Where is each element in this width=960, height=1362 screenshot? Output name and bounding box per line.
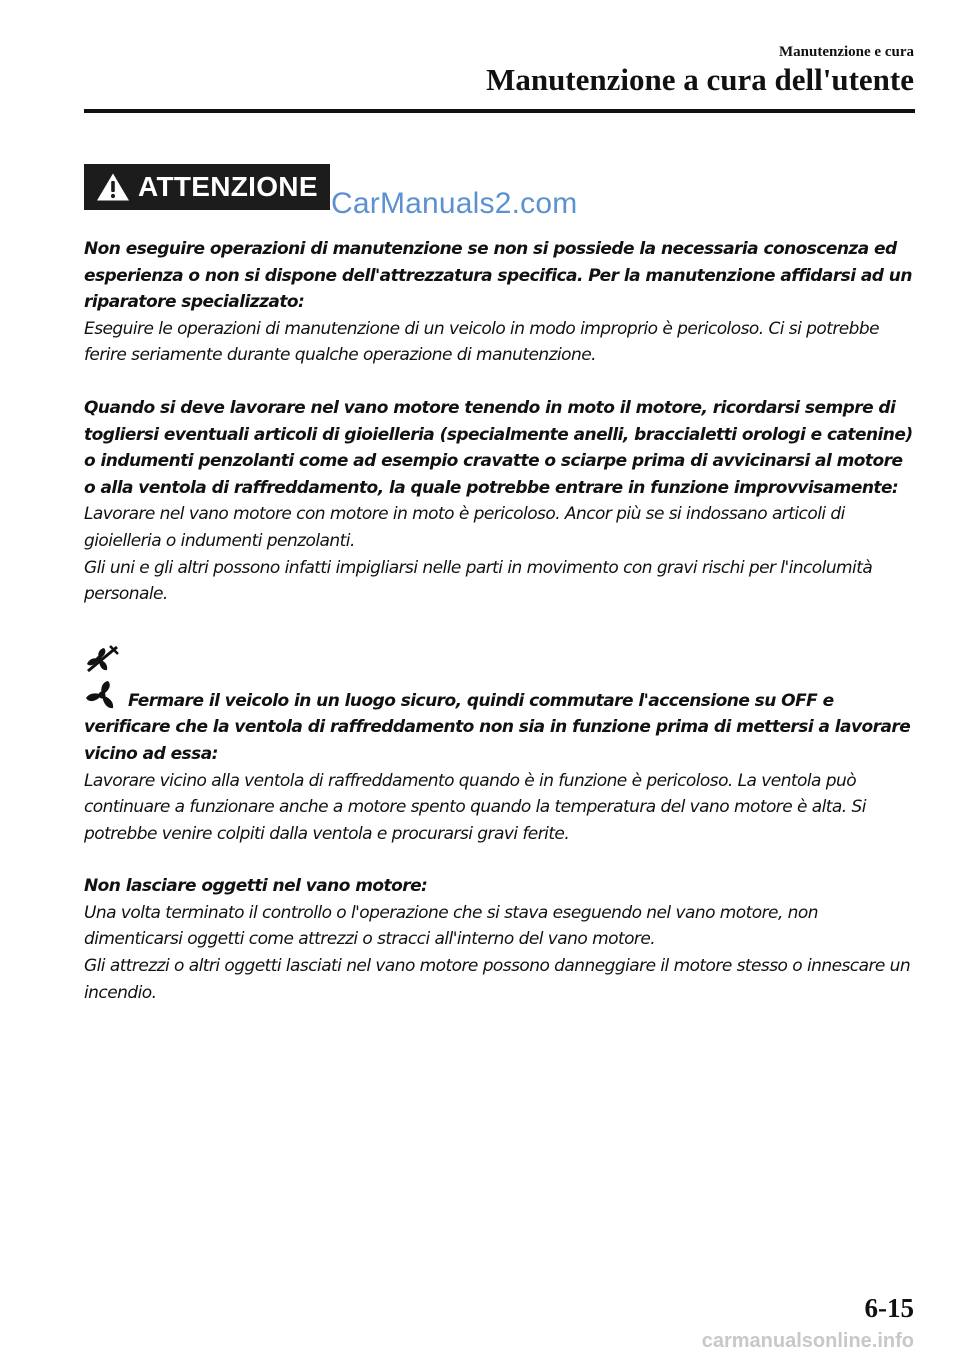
warning-content bbox=[84, 236, 916, 1006]
warning3-heading: Fermare il veicolo in un luogo sicuro, quindi commutare l'accensione su OFF e verificare che la ventola di raffreddamento non sia in funzione prima di mettersi a lavorare vicino ad essa: bbox=[84, 690, 911, 764]
header-rule bbox=[84, 109, 915, 113]
fan-icon bbox=[84, 680, 120, 710]
fan-crossed-icon bbox=[84, 644, 120, 674]
warning3-body: Lavorare vicino alla ventola di raffreddamento quando è in funzione è pericoloso. La ventola può continuare a funzionare anche a motore spento quando la temperatura del vano motore è alta. Si potrebbe venire colpiti dalla ventola e procurarsi gravi ferite. bbox=[84, 770, 866, 844]
warning4-heading: Non lasciare oggetti nel vano motore: bbox=[84, 876, 428, 897]
warning-label: ATTENZIONE bbox=[138, 171, 318, 202]
watermark-carmanuals2: CarManuals2.com bbox=[331, 187, 578, 220]
running-header-section: Manutenzione e cura bbox=[779, 44, 914, 60]
running-header-title: Manutenzione a cura dell'utente bbox=[486, 62, 914, 97]
warning-triangle-icon bbox=[96, 172, 130, 202]
warning4-body2: Gli attrezzi o altri oggetti lasciati nel vano motore possono danneggiare il motore stesso o innescare un incendio. bbox=[84, 956, 911, 1003]
warning3-heading-line bbox=[84, 680, 916, 768]
warning2-heading: Quando si deve lavorare nel vano motore tenendo in moto il motore, ricordarsi sempre di togliersi eventuali articoli di gioielleria (specialmente anelli, braccialetti orologi e catenine) o indumenti penzolanti come ad esempio cravatte o sciarpe prima di avvicinarsi al motore o alla ventola di raffreddamento, la quale potrebbe entrare in funzione improvvisamente: bbox=[84, 397, 913, 498]
warning1-body: Eseguire le operazioni di manutenzione di un veicolo in modo improprio è pericoloso. Ci si potrebbe ferire seriamente durante qualche operazione di manutenzione. bbox=[84, 318, 880, 366]
warning2-body1: Lavorare nel vano motore con motore in moto è pericoloso. Ancor più se si indossano articoli di gioielleria o indumenti penzolanti. bbox=[84, 504, 845, 551]
warning2-body2: Gli uni e gli altri possono infatti impigliarsi nelle parti in movimento con gravi rischi per l'incolumità personale. bbox=[84, 557, 873, 605]
warning4-body1: Una volta terminato il controllo o l'operazione che si stava eseguendo nel vano motore, non dimenticarsi oggetti come attrezzi o stracci all'interno del vano motore. bbox=[84, 902, 818, 950]
watermark-carmanualsonline: carmanualsonline.info bbox=[701, 1330, 914, 1352]
fan-crossed-row bbox=[84, 644, 916, 680]
warning1-heading: Non eseguire operazioni di manutenzione se non si possiede la necessaria conoscenza ed esperienza o non si dispone dell'attrezzatura specifica. Per la manutenzione affidarsi ad un riparatore specializzato: bbox=[84, 239, 912, 313]
page-number: 6-15 bbox=[864, 1293, 914, 1323]
warning-badge bbox=[84, 164, 330, 210]
